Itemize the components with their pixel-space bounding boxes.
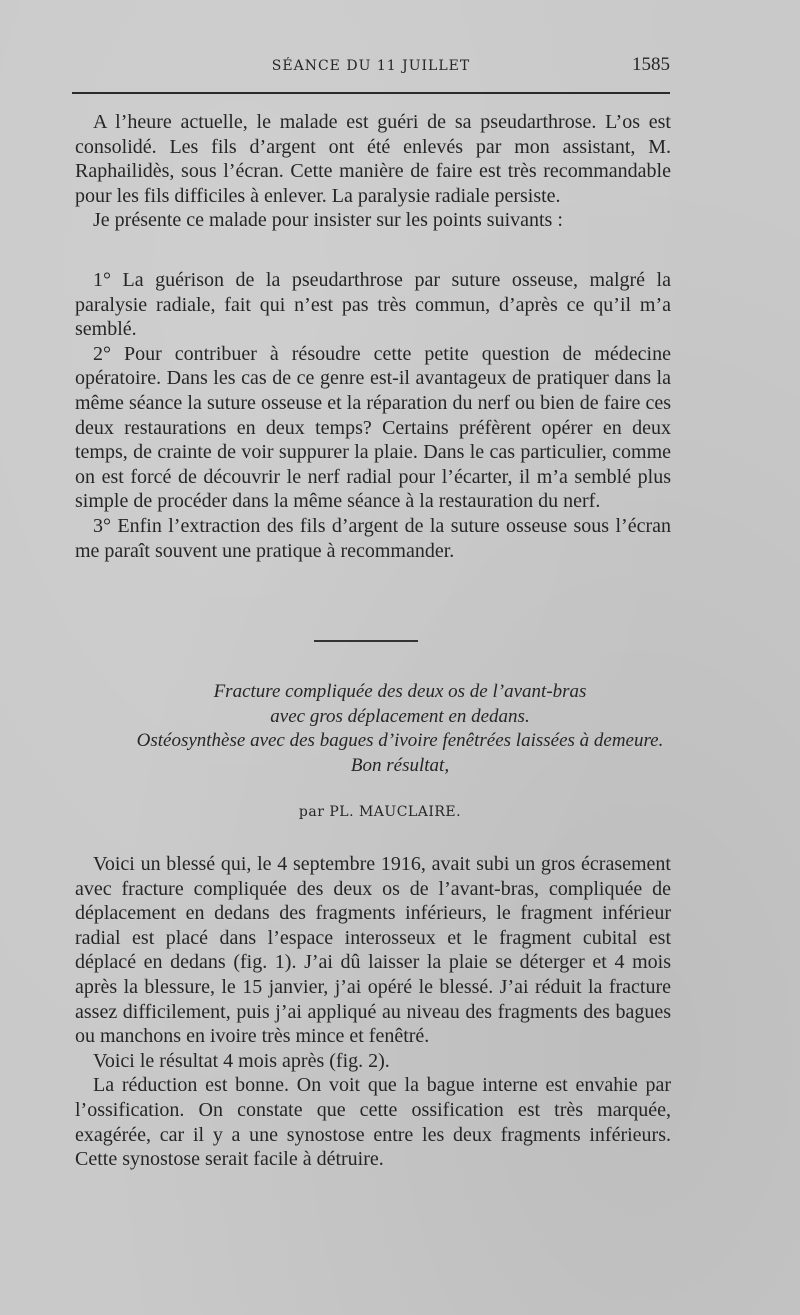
paragraph: La réduction est bonne. On voit que la bague interne est envahie par l’ossification. On constate que cette ossification est très marquée, exagérée, car il y a une synostose entre les deux fragments inférieurs. Cette synostose serait facile à détruire. <box>75 1074 671 1171</box>
article-title <box>60 680 740 778</box>
header-rule <box>72 92 670 94</box>
paragraph: 3° Enfin l’extraction des fils d’argent de la suture osseuse sous l’écran me paraît souvent une pratique à recommander. <box>75 514 671 562</box>
paragraph: Voici un blessé qui, le 4 septembre 1916, avait subi un gros écrasement avec fracture compliquée des deux os de l’avant-bras, compliquée de déplacement en dedans des fragments inférieurs, le fragment inférieur radial est placé dans l’espace interosseux et le fragment cubital est déplacé en dedans (fig. 1). J’ai dû laisser la plaie se déterger et 4 mois après la blessure, le 15 janvier, j’ai opéré le blessé. J’ai réduit la fracture assez difficilement, puis j’ai appliqué au niveau des fragments des bagues ou manchons en ivoire très mince et fenêtré. <box>75 853 671 1048</box>
article-author: par PL. MAUCLAIRE. <box>298 804 462 820</box>
paragraph: A l’heure actuelle, le malade est guéri de sa pseudarthrose. L’os est consolidé. Les fils d’argent ont été enlevés par mon assistant, M. Raphailidès, sous l’écran. Cette manière de faire est très recommandable pour les fils difficiles à enlever. La paralysie radiale persiste. <box>75 111 671 207</box>
section-divider <box>314 640 418 642</box>
title-line: avec gros déplacement en dedans. <box>270 705 530 727</box>
paragraph: 2° Pour contribuer à résoudre cette petite question de médecine opératoire. Dans les cas de ce genre est-il avantageux de pratiquer dans la même séance la suture osseuse et la réparation du nerf ou bien de faire ces deux restaurations en deux temps? Certains préfèrent opérer en deux temps, de crainte de voir suppurer la plaie. Dans le cas particulier, comme on est forcé de découvrir le nerf radial pour l’écarter, il m’a semblé plus simple de procéder dans la même séance à la restauration du nerf. <box>75 342 671 513</box>
section-conclusion <box>75 110 671 563</box>
paragraph: Voici le résultat 4 mois après (fig. 2). <box>93 1049 390 1072</box>
paragraph: Je présente ce malade pour insister sur les points suivants : <box>93 209 563 232</box>
title-line: Bon résultat, <box>350 754 450 776</box>
section-case-report <box>75 852 671 1172</box>
running-header <box>72 54 670 80</box>
title-line: Fracture compliquée des deux os de l’avant-bras <box>213 681 587 702</box>
paragraph: 1° La guérison de la pseudarthrose par suture osseuse, malgré la paralysie radiale, fait qui n’est pas très commun, d’après ce qu’il m’a semblé. <box>75 268 671 341</box>
title-line: Ostéosynthèse avec des bagues d’ivoire fenêtrées laissées à demeure. <box>136 730 664 752</box>
page-number: 1585 <box>632 54 670 75</box>
running-title: SÉANCE DU 11 JUILLET <box>271 58 471 74</box>
